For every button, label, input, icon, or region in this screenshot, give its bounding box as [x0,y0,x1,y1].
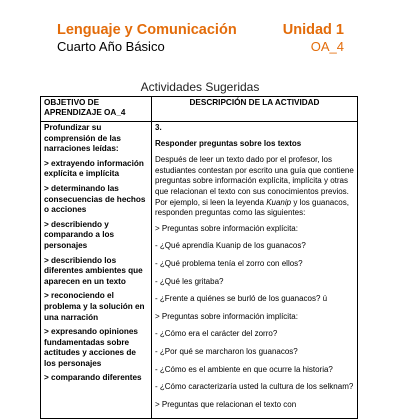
activity-line: - ¿Qué problema tenía el zorro con ellos? [155,258,303,268]
activity-line: - ¿Por qué se marcharon los guanacos? [155,346,298,356]
activity-title: Responder preguntas sobre los textos [155,138,302,148]
objective-item: > reconociendo el problema y la solución en una narración [44,291,145,322]
intro-text-italic: Kuanip [266,197,292,207]
objective-item: > describiendo y comparando a los personajes [44,219,115,250]
objective-item: > describiendo los diferentes ambientes que aparecen en un texto [44,255,143,286]
objective-item: > comparando diferentes [44,373,142,383]
activity-line: - ¿Cómo era el carácter del zorro? [155,329,278,339]
objective-item: > expresando opiniones fundamentadas sobre actitudes y acciones de los personajes [44,327,138,368]
objective-code: OA_4 [310,39,344,54]
activity-intro [155,155,354,219]
objectives-cell [41,122,152,419]
section-title: Actividades Sugeridas [140,80,260,94]
activity-line: > Preguntas sobre información implícita: [155,311,298,321]
intro-text-after: y los guanacos, responden preguntas como las siguientes: [155,197,349,218]
activity-line: - ¿Cómo caracterizaría usted la cultura de los selknam? [155,382,354,392]
objective-column-header: OBJETIVO DE APRENDIZAJE OA_4 [41,97,152,122]
intro-text-before: Después de leer un texto dado por el profesor, los estudiantes contestan por escrito una guía que contiene preguntas sobre información explícita, implícita y otras que relacionan el texto con sus conocimientos previos. Por ejemplo, si leen la leyenda [155,155,354,207]
activity-line: - ¿Qué aprendía Kuanip de los guanacos? [155,241,306,251]
activity-line: > Preguntas que relacionan el texto con [155,399,297,409]
unit-label: Unidad 1 [282,22,344,38]
objective-item: Profundizar su comprensión de las narraciones leídas: [44,123,121,154]
table-header-row [41,97,358,122]
activity-line: > Preguntas sobre información explícita: [155,223,298,233]
activity-line: - ¿Frente a quiénes se burló de los guanacos? ú [155,294,328,304]
activities-table [40,96,358,419]
objective-item: > extrayendo información explícita e implícita [44,158,144,179]
activity-line: - ¿Cómo es el ambiente en que ocurre la historia? [155,364,333,374]
subject-title: Lenguaje y Comunicación [57,22,237,38]
objective-item: > determinando las consecuencias de hechos o acciones [44,183,146,215]
activity-number: 3. [155,123,162,132]
grade-title: Cuarto Año Básico [57,39,165,54]
activity-column-header: DESCRIPCIÓN DE LA ACTIVIDAD [152,97,358,122]
table-row [41,122,358,419]
activity-line: - ¿Qué les gritaba? [155,276,224,286]
activity-cell [152,122,358,419]
